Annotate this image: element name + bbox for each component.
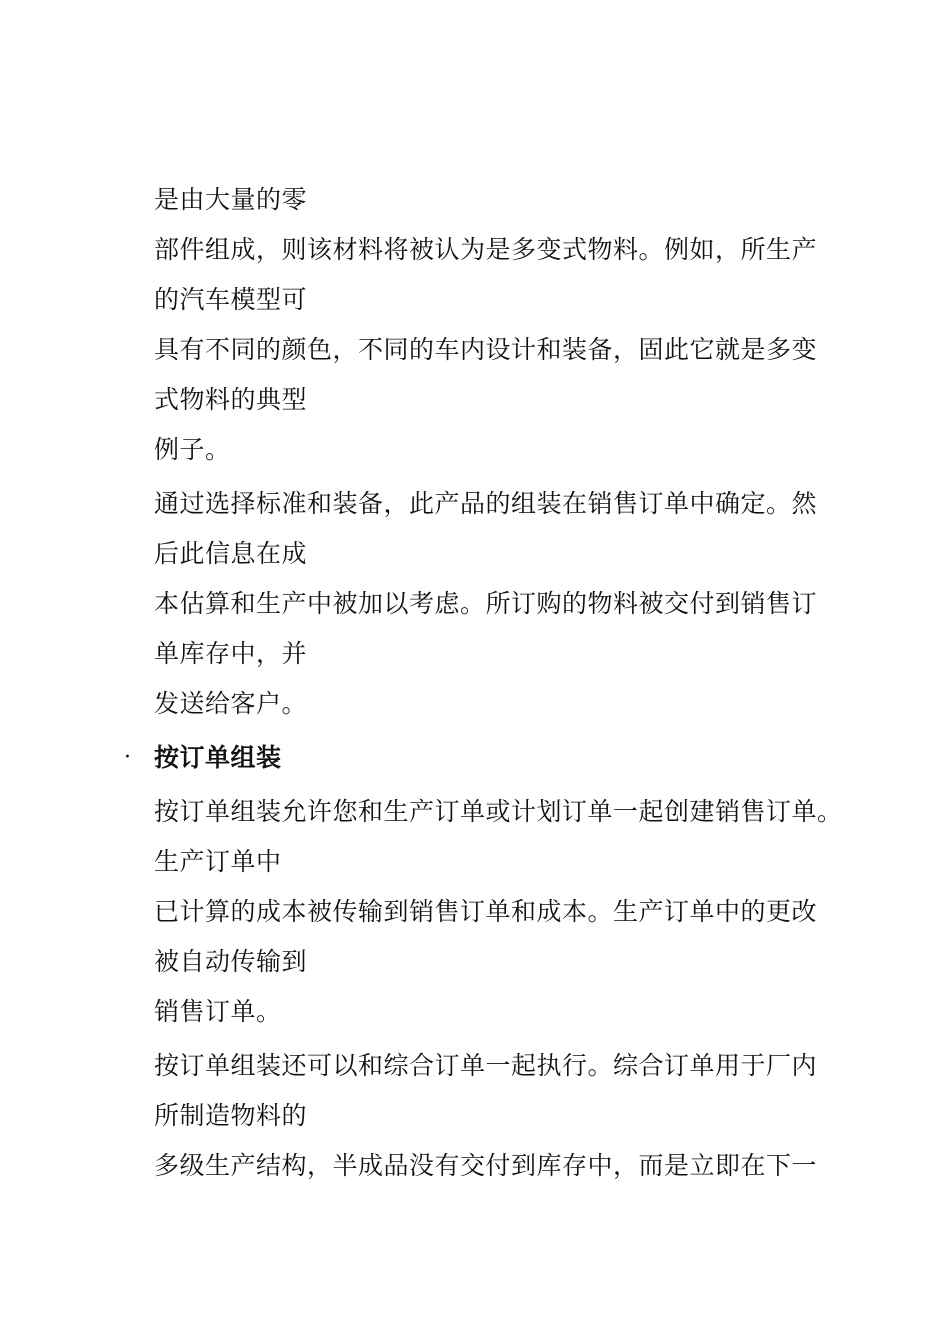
text-line: 生产订单中 [154, 847, 282, 876]
section-heading: 按订单组装 [154, 743, 282, 772]
text-line: 部件组成，则该材料将被认为是多变式物料。例如，所生产 [154, 235, 818, 264]
text-line: 例子。 [154, 435, 231, 464]
text-line: 单库存中，并 [154, 639, 308, 668]
text-line: 本估算和生产中被加以考虑。所订购的物料被交付到销售订 [154, 589, 818, 618]
text-line: 按订单组装允许您和生产订单或计划订单一起创建销售订单。 [154, 797, 843, 826]
text-line: 发送给客户。 [154, 689, 308, 718]
text-line: 通过选择标准和装备，此产品的组装在销售订单中确定。然 [154, 489, 818, 518]
text-line: 被自动传输到 [154, 947, 308, 976]
text-line: 的汽车模型可 [154, 285, 308, 314]
text-line: 是由大量的零 [154, 185, 308, 214]
text-line: 式物料的典型 [154, 385, 308, 414]
bullet-marker: · [124, 745, 131, 770]
text-line: 具有不同的颜色，不同的车内设计和装备，固此它就是多变 [154, 335, 818, 364]
text-line: 多级生产结构，半成品没有交付到库存中，而是立即在下一 [154, 1151, 818, 1180]
text-line: 所制造物料的 [154, 1101, 308, 1130]
text-line: 已计算的成本被传输到销售订单和成本。生产订单中的更改 [154, 897, 818, 926]
text-line: 按订单组装还可以和综合订单一起执行。综合订单用于厂内 [154, 1051, 818, 1080]
text-line: 后此信息在成 [154, 539, 308, 568]
text-line: 销售订单。 [154, 997, 282, 1026]
